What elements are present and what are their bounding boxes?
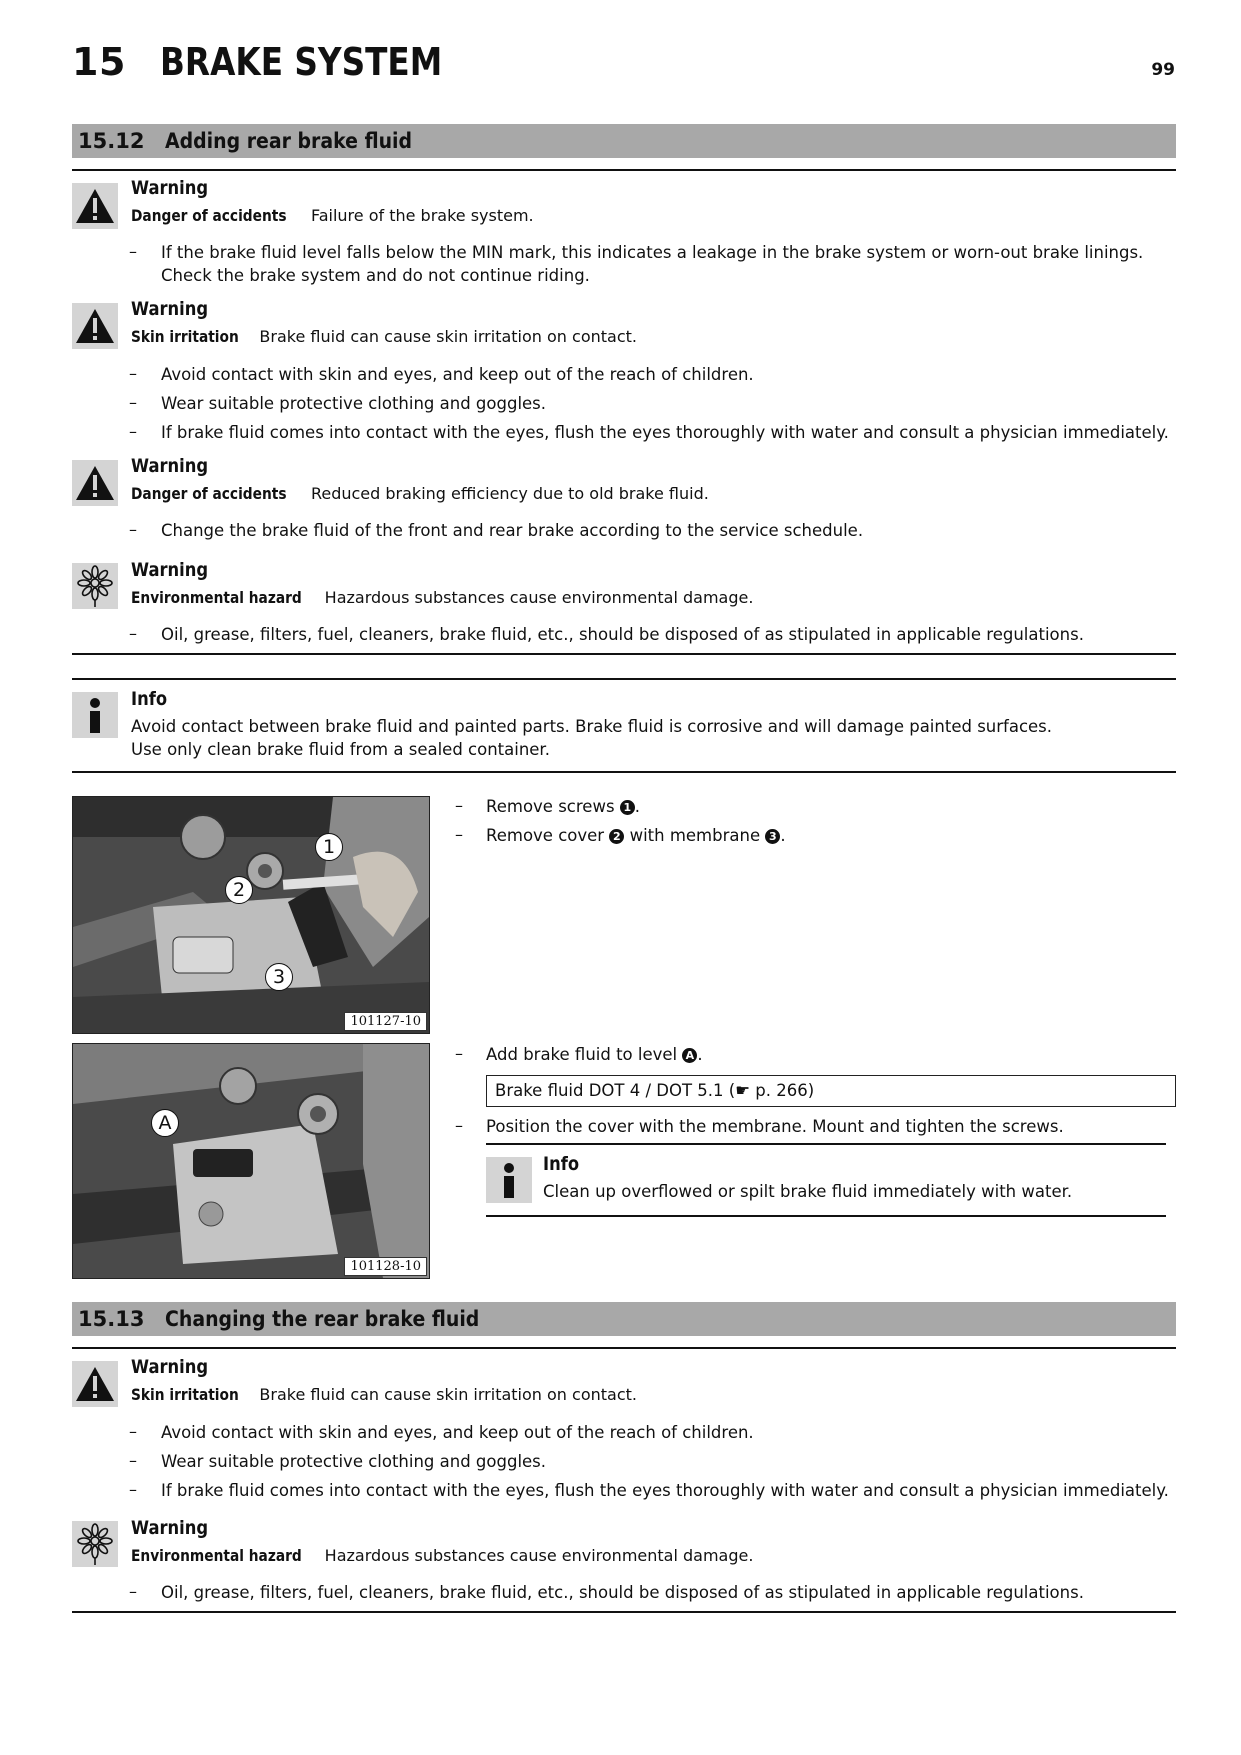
divider <box>486 1143 1166 1145</box>
list-item-continued: Check the brake system and do not continue riding. <box>161 266 590 285</box>
list-item: If brake fluid comes into contact with the eyes, flush the eyes thoroughly with water and consult a physician immediately. <box>161 1481 1169 1500</box>
info-text: Use only clean brake fluid from a sealed container. <box>131 740 550 759</box>
info-title: Info <box>131 688 168 710</box>
list-item: If the brake fluid level falls below the MIN mark, this indicates a leakage in the brake system or worn-out brake linings. <box>161 243 1144 262</box>
list-dash: – <box>455 1044 463 1063</box>
fluid-spec-box: Brake fluid DOT 4 / DOT 5.1 (☛ p. 266) <box>486 1075 1176 1107</box>
list-dash: – <box>455 796 463 815</box>
brake-reservoir-photo-1 <box>72 796 430 1034</box>
divider <box>72 653 1176 655</box>
warning-line <box>131 1546 753 1565</box>
warning-text: Reduced braking efficiency due to old brake fluid. <box>310 484 709 503</box>
list-item: Oil, grease, filters, fuel, cleaners, brake fluid, etc., should be disposed of as stipulated in applicable regulations. <box>161 625 1084 644</box>
list-dash: – <box>129 1582 137 1601</box>
marker-badge: A <box>682 1048 697 1063</box>
divider <box>486 1215 1166 1217</box>
warning-line <box>131 327 637 346</box>
list-dash: – <box>129 364 137 383</box>
section-number: 15.12 <box>78 129 145 153</box>
step-remove-cover: Remove cover 2 with membrane 3 . <box>486 826 786 845</box>
list-item: Wear suitable protective clothing and goggles. <box>161 394 547 413</box>
info-icon <box>72 692 118 738</box>
warning-text: Brake fluid can cause skin irritation on contact. <box>259 1385 637 1404</box>
section-heading-15-13 <box>72 1302 1176 1336</box>
list-dash: – <box>455 825 463 844</box>
chapter-number: 15 <box>72 40 126 84</box>
list-item: If brake fluid comes into contact with the eyes, flush the eyes thoroughly with water and consult a physician immediately. <box>161 423 1169 442</box>
step-text: Remove screws <box>486 797 615 816</box>
page-number: 99 <box>1151 60 1175 80</box>
step-position-cover: Position the cover with the membrane. Mount and tighten the screws. <box>486 1117 1064 1136</box>
photo-code: 101128-10 <box>344 1257 427 1276</box>
warning-label: Danger of accidents <box>131 484 287 503</box>
info-icon <box>486 1157 532 1203</box>
step-add-fluid: Add brake fluid to level A . <box>486 1045 703 1064</box>
list-dash: – <box>129 242 137 261</box>
divider <box>72 169 1176 171</box>
list-dash: – <box>129 1451 137 1470</box>
list-dash: – <box>455 1116 463 1135</box>
warning-line <box>131 1385 637 1404</box>
list-dash: – <box>129 422 137 441</box>
photo-code: 101127-10 <box>344 1012 427 1031</box>
callout-marker: 2 <box>225 876 253 904</box>
warning-triangle-icon <box>72 1361 118 1407</box>
warning-text: Brake fluid can cause skin irritation on contact. <box>259 327 637 346</box>
divider <box>72 1347 1176 1349</box>
callout-marker: 3 <box>265 963 293 991</box>
warning-triangle-icon <box>72 183 118 229</box>
step-text: Add brake fluid to level <box>486 1045 678 1064</box>
list-dash: – <box>129 1480 137 1499</box>
warning-title: Warning <box>131 298 209 320</box>
list-item: Avoid contact with skin and eyes, and keep out of the reach of children. <box>161 365 754 384</box>
list-item: Change the brake fluid of the front and rear brake according to the service schedule. <box>161 521 864 540</box>
warning-triangle-icon <box>72 460 118 506</box>
section-number: 15.13 <box>78 1307 145 1331</box>
info-title: Info <box>543 1153 580 1175</box>
section-title: Adding rear brake fluid <box>165 129 413 153</box>
section-title: Changing the rear brake fluid <box>165 1307 480 1331</box>
info-text: Avoid contact between brake fluid and painted parts. Brake fluid is corrosive and will damage painted surfaces. <box>131 717 1053 736</box>
callout-marker: 1 <box>315 833 343 861</box>
list-dash: – <box>129 520 137 539</box>
warning-title: Warning <box>131 177 209 199</box>
warning-text: Failure of the brake system. <box>310 206 534 225</box>
divider <box>72 771 1176 773</box>
warning-line <box>131 206 534 225</box>
warning-triangle-icon <box>72 303 118 349</box>
callout-marker: A <box>151 1109 179 1137</box>
list-item: Oil, grease, filters, fuel, cleaners, brake fluid, etc., should be disposed of as stipulated in applicable regulations. <box>161 1583 1084 1602</box>
divider <box>72 1611 1176 1613</box>
warning-line <box>131 484 709 503</box>
section-heading-15-12 <box>72 124 1176 158</box>
list-dash: – <box>129 393 137 412</box>
environment-flower-icon <box>72 1521 118 1567</box>
warning-title: Warning <box>131 455 209 477</box>
step-remove-screws: Remove screws 1 . <box>486 797 641 816</box>
step-text: with membrane <box>629 826 761 845</box>
chapter-title: BRAKE SYSTEM <box>160 40 443 84</box>
step-text: Remove cover <box>486 826 605 845</box>
warning-title: Warning <box>131 559 209 581</box>
warning-label: Skin irritation <box>131 327 239 346</box>
warning-label: Environmental hazard <box>131 588 302 607</box>
warning-line <box>131 588 753 607</box>
warning-text: Hazardous substances cause environmental damage. <box>324 1546 754 1565</box>
warning-title: Warning <box>131 1517 209 1539</box>
warning-title: Warning <box>131 1356 209 1378</box>
warning-label: Environmental hazard <box>131 1546 302 1565</box>
marker-badge: 2 <box>609 829 624 844</box>
marker-badge: 3 <box>765 829 780 844</box>
warning-text: Hazardous substances cause environmental damage. <box>324 588 754 607</box>
info-text: Clean up overflowed or spilt brake fluid immediately with water. <box>543 1182 1073 1201</box>
marker-badge: 1 <box>620 800 635 815</box>
brake-reservoir-photo-2 <box>72 1043 430 1279</box>
list-item: Wear suitable protective clothing and goggles. <box>161 1452 547 1471</box>
warning-label: Danger of accidents <box>131 206 287 225</box>
list-dash: – <box>129 624 137 643</box>
divider <box>72 678 1176 680</box>
list-item: Avoid contact with skin and eyes, and keep out of the reach of children. <box>161 1423 754 1442</box>
environment-flower-icon <box>72 563 118 609</box>
list-dash: – <box>129 1422 137 1441</box>
warning-label: Skin irritation <box>131 1385 239 1404</box>
